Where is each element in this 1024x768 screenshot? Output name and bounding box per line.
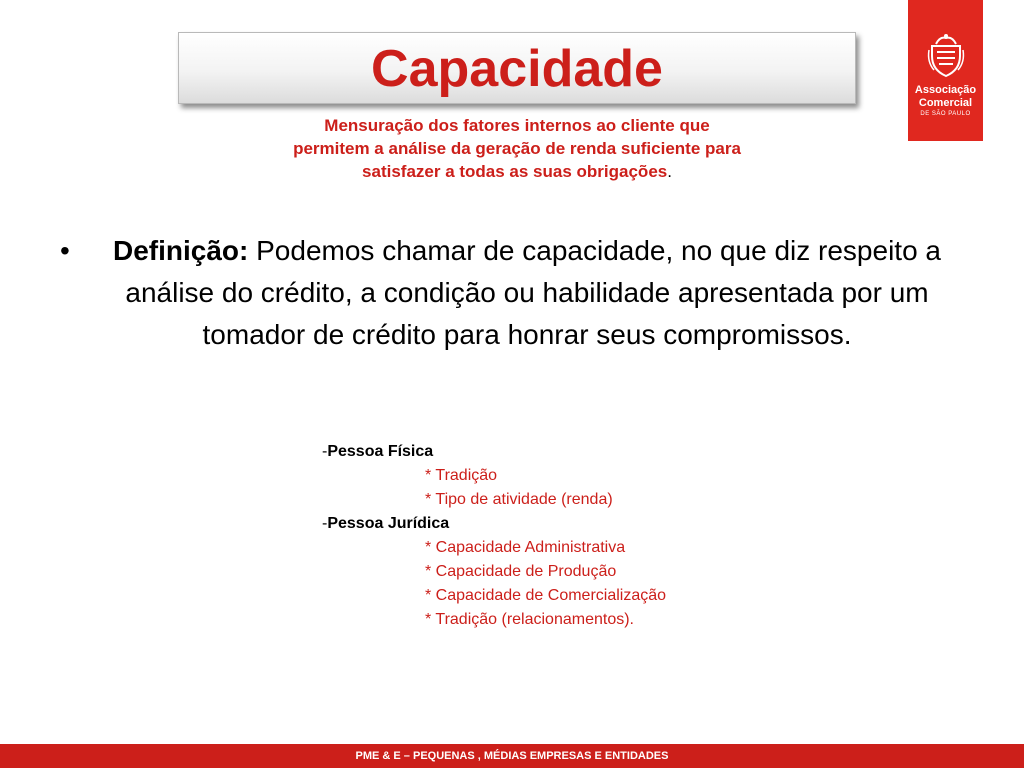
list-item: * Tipo de atividade (renda) (425, 491, 613, 508)
list-item: * Capacidade Administrativa (425, 539, 626, 556)
list-item: * Capacidade de Comercialização (425, 587, 667, 604)
logo-line-3: DE SÃO PAULO (920, 111, 971, 117)
page-title: Capacidade (371, 40, 663, 98)
definition-bullet (60, 230, 970, 356)
logo-line-1: Associação (914, 84, 977, 96)
subtitle (290, 114, 744, 183)
bullet-dot: • (60, 235, 70, 266)
footer-text: PME & E – PEQUENAS , MÉDIAS EMPRESAS E ENTIDADES (355, 750, 669, 762)
list-item: * Capacidade de Produção (425, 563, 617, 580)
subtitle-period: . (667, 162, 672, 181)
logo-line-2: Comercial (918, 97, 973, 109)
category-pessoa-fisica (322, 440, 666, 464)
definition-term: Definição: (112, 235, 249, 266)
list-item: * Tradição (relacionamentos). (425, 611, 634, 628)
category-prefix: - (322, 443, 328, 460)
title-box (178, 32, 856, 104)
footer-bar (0, 744, 1024, 768)
association-logo (908, 0, 983, 141)
definition-paragraph (84, 230, 970, 356)
criteria-list (322, 440, 666, 632)
crest-icon (926, 32, 966, 78)
subtitle-text: Mensuração dos fatores internos ao cliente que permitem a análise da geração de renda suficiente para satisfazer a todas as suas obrigações (293, 116, 741, 181)
category-prefix: - (322, 515, 328, 532)
category-name: Pessoa Jurídica (327, 515, 450, 532)
category-name: Pessoa Física (327, 443, 434, 460)
category-pessoa-juridica (322, 512, 666, 536)
list-item: * Tradição (425, 467, 498, 484)
definition-text: Podemos chamar de capacidade, no que diz respeito a análise do crédito, a condição ou habilidade apresentada por um tomador de crédito para honrar seus compromissos. (125, 235, 942, 350)
